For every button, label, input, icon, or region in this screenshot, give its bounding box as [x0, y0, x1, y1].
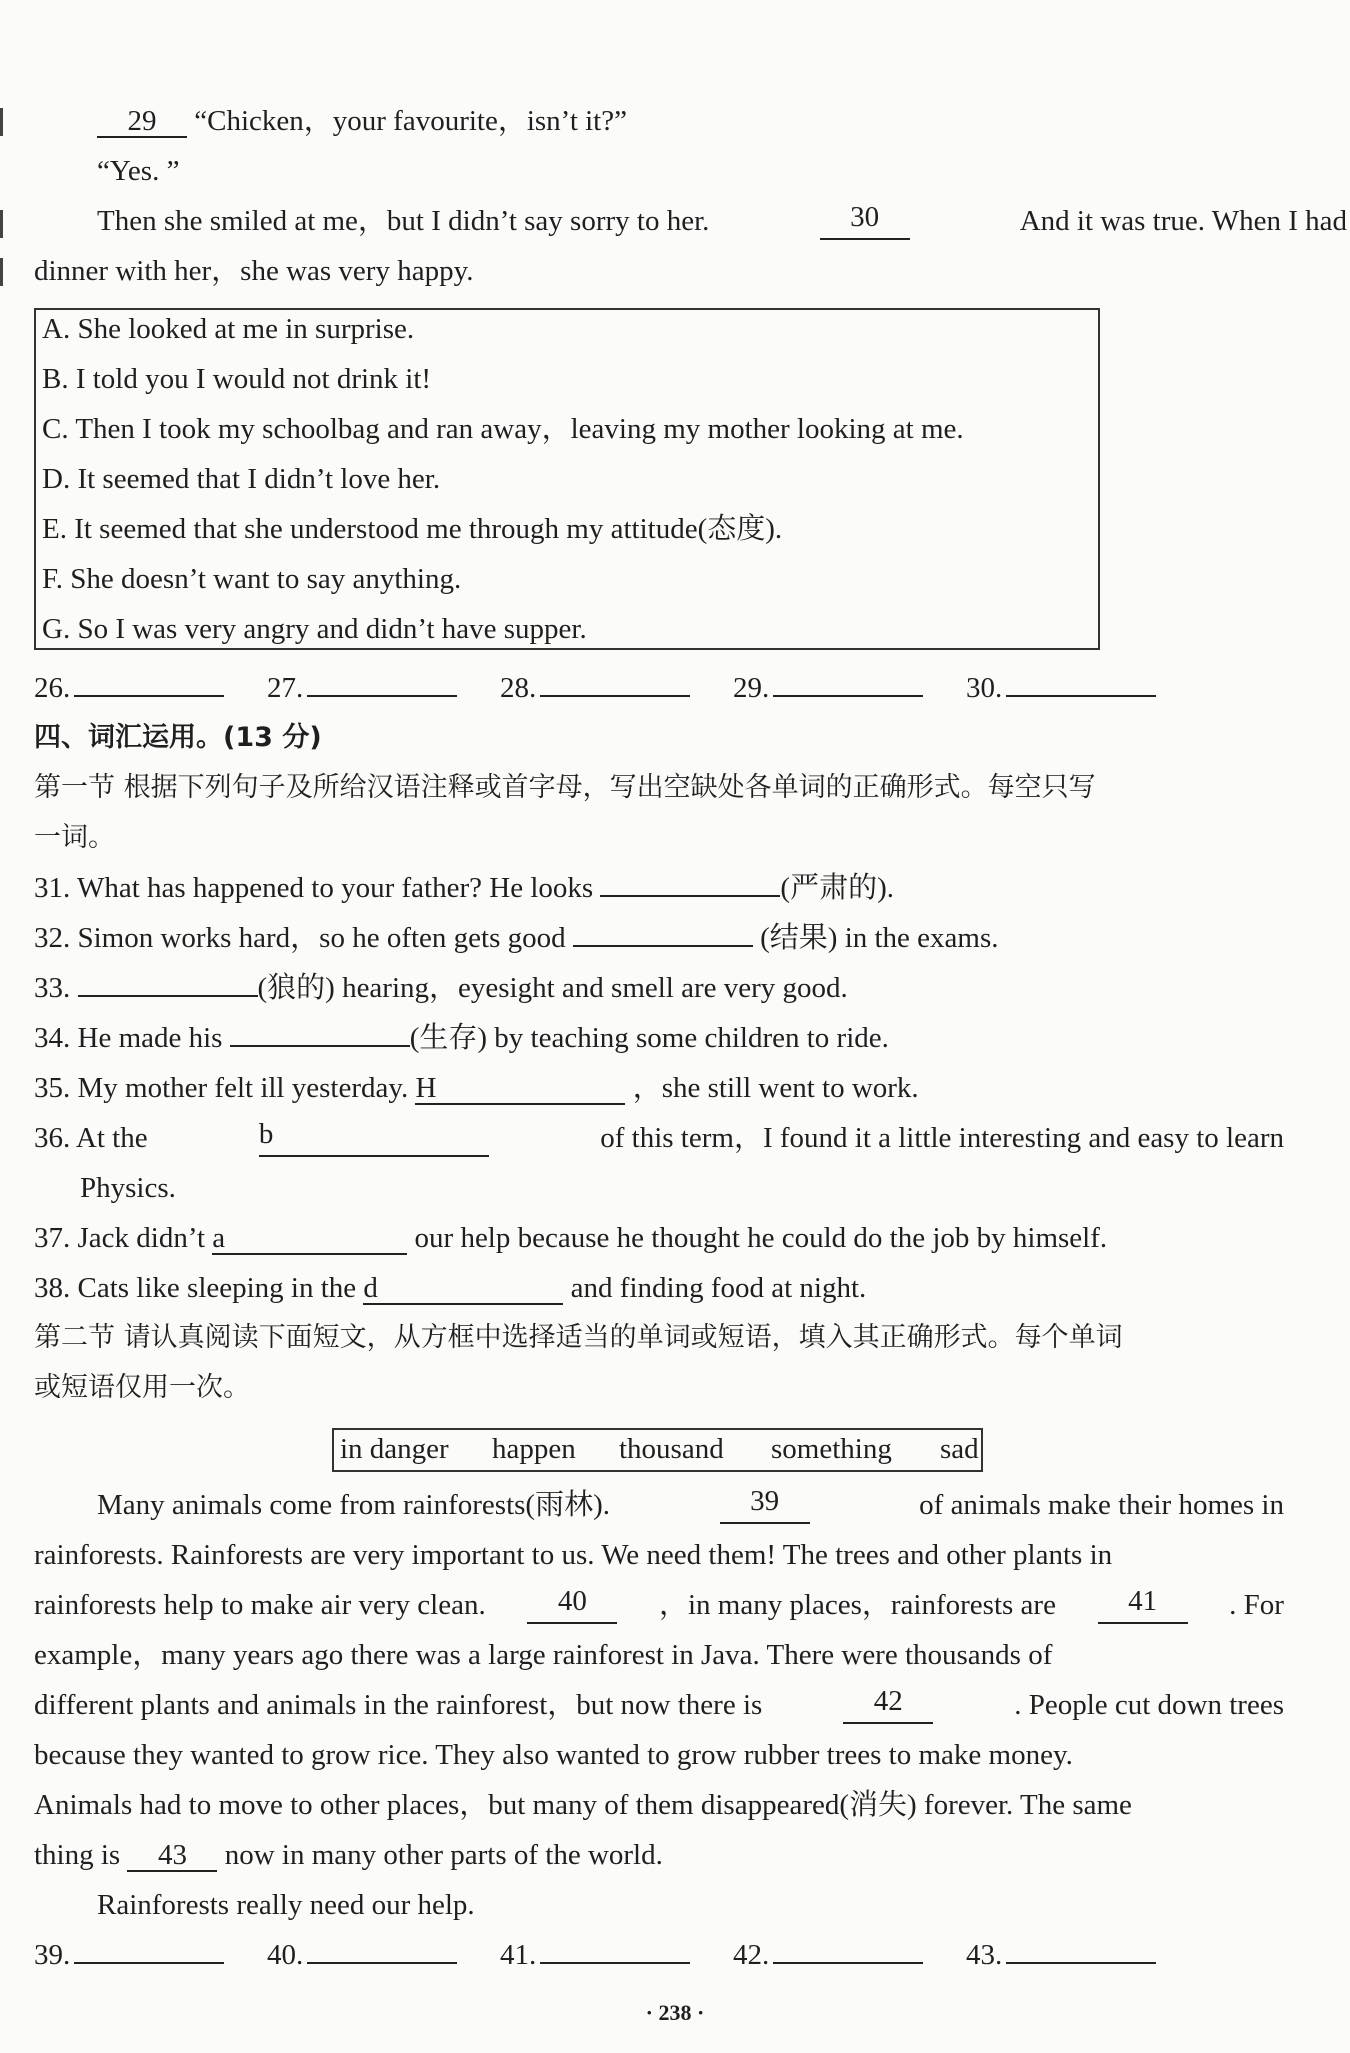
answer-blank[interactable]: [1006, 1962, 1156, 1964]
blank-29[interactable]: 29: [97, 106, 187, 138]
answer-42: 42.: [733, 1936, 923, 1974]
answer-blank[interactable]: [540, 1962, 690, 1964]
answer-28: 28.: [500, 669, 690, 707]
passage-line: rainforests. Rainforests are very important to us. We need them! The trees and other plants in: [34, 1539, 1113, 1571]
passage-line: example，many years ago there was a large rainforest in Java. There were thousands of: [34, 1639, 1053, 1671]
blank-39[interactable]: 39: [720, 1486, 810, 1524]
answer-40: 40.: [267, 1936, 457, 1974]
word-option: sad: [940, 1433, 979, 1465]
answer-blank[interactable]: [540, 695, 690, 697]
part1-instruction-cont: 一词。: [34, 822, 115, 853]
blank-36[interactable]: b: [259, 1119, 489, 1157]
option-c: C. Then I took my schoolbag and ran away，leaving my mother looking at me.: [42, 413, 964, 445]
question-36-cont: Physics.: [80, 1172, 176, 1204]
passage-line: rainforests help to make air very clean. 40 ，in many places，rainforests are 41 . For: [34, 1586, 1284, 1624]
answer-blank[interactable]: [307, 1962, 457, 1964]
answer-27: 27.: [267, 669, 457, 707]
word-option: in danger: [340, 1433, 449, 1465]
dialogue-line-29: [97, 102, 1347, 140]
section-heading: 四、词汇运用。(13 分): [34, 722, 322, 753]
question-36: 36. At the b of this term，I found it a little interesting and easy to learn: [34, 1119, 1284, 1157]
blank-33[interactable]: [78, 995, 258, 997]
answer-26: 26.: [34, 669, 224, 707]
question-38: 38. Cats like sleeping in the d and finding food at night.: [34, 1272, 867, 1304]
dialogue-text: And it was true. When I had: [1019, 205, 1347, 237]
question-32: 32. Simon works hard，so he often gets good (结果) in the exams.: [34, 922, 999, 954]
dialogue-yes: “Yes. ”: [97, 155, 180, 187]
page-number: · 238 ·: [645, 2000, 705, 2025]
answer-29: 29.: [733, 669, 923, 707]
answer-blank[interactable]: [307, 695, 457, 697]
part1-instruction: 第一节 根据下列句子及所给汉语注释或首字母，写出空缺处各单词的正确形式。每空只写: [34, 772, 1096, 803]
passage-line: different plants and animals in the rainforest，but now there is 42 . People cut down trees: [34, 1686, 1284, 1724]
binding-mark: [0, 210, 9, 238]
blank-35[interactable]: H: [415, 1073, 625, 1105]
passage-line: Animals had to move to other places，but many of them disappeared(消失) forever. The same: [34, 1789, 1132, 1821]
question-35: 35. My mother felt ill yesterday. H ，she still went to work.: [34, 1072, 919, 1104]
answer-blank[interactable]: [773, 695, 923, 697]
dialogue-text: “Chicken，your favourite，isn’t it?”: [194, 105, 627, 137]
option-d: D. It seemed that I didn’t love her.: [42, 463, 441, 495]
blank-37[interactable]: a: [212, 1223, 407, 1255]
answer-43: 43.: [966, 1936, 1156, 1974]
option-f: F. She doesn’t want to say anything.: [42, 563, 462, 595]
option-b: B. I told you I would not drink it!: [42, 363, 432, 395]
blank-42[interactable]: 42: [843, 1686, 933, 1724]
answer-blank[interactable]: [1006, 695, 1156, 697]
binding-mark: [0, 108, 9, 136]
part2-instruction: 第二节 请认真阅读下面短文，从方框中选择适当的单词或短语，填入其正确形式。每个单词: [34, 1322, 1123, 1353]
answer-blank[interactable]: [74, 1962, 224, 1964]
blank-31[interactable]: [600, 895, 780, 897]
dialogue-line-30: [97, 201, 1347, 240]
blank-41[interactable]: 41: [1098, 1586, 1188, 1624]
answer-41: 41.: [500, 1936, 690, 1974]
binding-mark: [0, 258, 9, 286]
option-g: G. So I was very angry and didn’t have supper.: [42, 613, 587, 645]
question-33: 33. (狼的) hearing，eyesight and smell are very good.: [34, 972, 848, 1004]
question-34: 34. He made his (生存) by teaching some children to ride.: [34, 1022, 889, 1054]
question-31: 31. What has happened to your father? He looks (严肃的).: [34, 872, 894, 904]
part2-instruction-cont: 或短语仅用一次。: [34, 1372, 250, 1403]
option-a: A. She looked at me in surprise.: [42, 313, 415, 345]
question-37: 37. Jack didn’t a our help because he thought he could do the job by himself.: [34, 1222, 1108, 1254]
dialogue-text: Then she smiled at me，but I didn’t say sorry to her.: [97, 205, 710, 237]
word-option: happen: [492, 1433, 576, 1465]
passage-line: Rainforests really need our help.: [97, 1889, 475, 1921]
passage-line: because they wanted to grow rice. They also wanted to grow rubber trees to make money.: [34, 1739, 1073, 1771]
blank-43[interactable]: 43: [127, 1840, 217, 1872]
answer-39: 39.: [34, 1936, 224, 1974]
blank-32[interactable]: [573, 945, 753, 947]
word-option: something: [771, 1433, 892, 1465]
answer-blank[interactable]: [773, 1962, 923, 1964]
options-box: [34, 308, 1100, 650]
blank-40[interactable]: 40: [527, 1586, 617, 1624]
word-box: [332, 1428, 983, 1472]
word-option: thousand: [619, 1433, 724, 1465]
blank-30[interactable]: 30: [820, 202, 910, 240]
blank-38[interactable]: d: [363, 1273, 563, 1305]
passage-line: Many animals come from rainforests(雨林). 39 of animals make their homes in: [97, 1486, 1284, 1524]
answer-30: 30.: [966, 669, 1156, 707]
blank-34[interactable]: [230, 1045, 410, 1047]
answer-blank[interactable]: [74, 695, 224, 697]
dialogue-line-4: dinner with her，she was very happy.: [34, 255, 474, 287]
option-e: E. It seemed that she understood me through my attitude(态度).: [42, 513, 783, 545]
passage-line: thing is 43 now in many other parts of the world.: [34, 1839, 663, 1871]
